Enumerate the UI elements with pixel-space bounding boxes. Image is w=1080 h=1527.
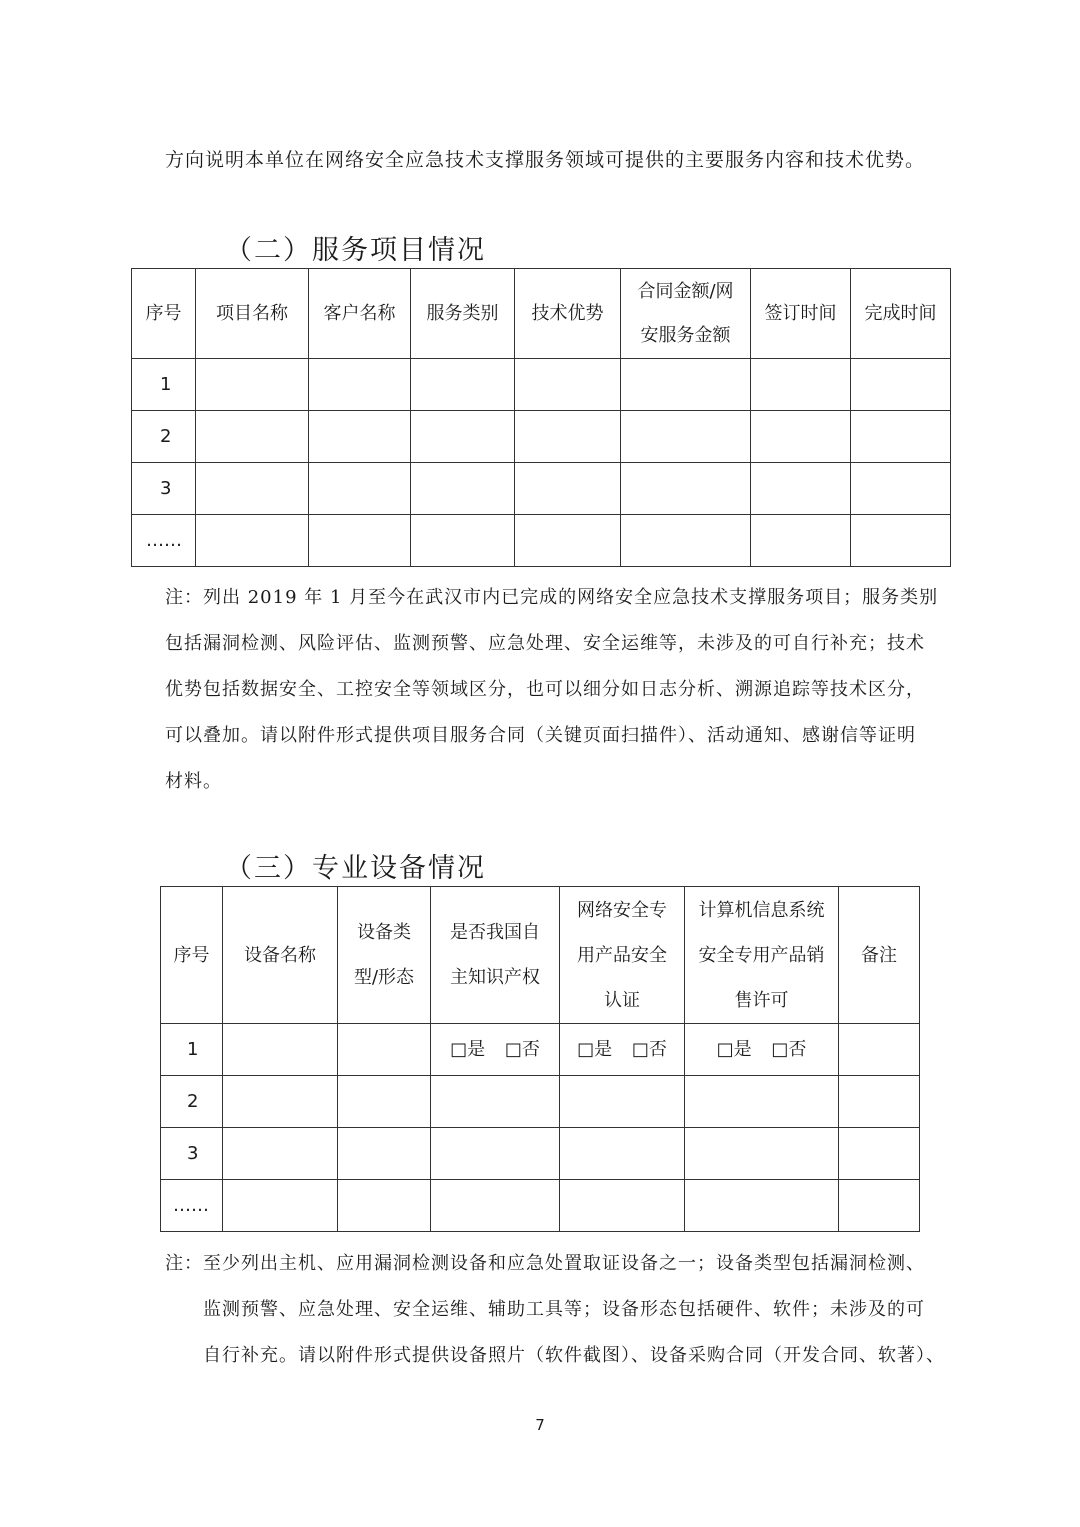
- note-line: 优势包括数据安全、工控安全等领域区分，也可以细分如日志分析、溯源追踪等技术区分，: [165, 679, 925, 700]
- checkbox-yes[interactable]: □是: [450, 1039, 486, 1060]
- header-cell: 技术优势: [515, 269, 621, 359]
- row-number: 3: [161, 1128, 223, 1180]
- header-line: 售许可: [734, 989, 789, 1011]
- table-row: [161, 1128, 920, 1180]
- intro-paragraph: 方向说明本单位在网络安全应急技术支撑服务领域可提供的主要服务内容和技术优势。: [165, 149, 926, 171]
- note-line: 包括漏洞检测、风险评估、监测预警、应急处理、安全运维等，未涉及的可自行补充；技术: [165, 633, 925, 654]
- checkbox-no[interactable]: □否: [504, 1039, 540, 1060]
- row-number: 3: [132, 463, 196, 515]
- table-row: [132, 359, 951, 411]
- table-row: [161, 1024, 920, 1076]
- header-line: 网络安全专: [577, 899, 667, 921]
- table-row: [132, 411, 951, 463]
- header-line: 型/形态: [353, 967, 415, 988]
- note-line: 自行补充。请以附件形式提供设备照片（软件截图）、设备采购合同（开发合同、软著）、: [203, 1345, 945, 1366]
- checkbox-yes[interactable]: □是: [716, 1039, 752, 1060]
- note-line: 材料。: [165, 771, 222, 792]
- checkbox-yes[interactable]: □是: [577, 1039, 613, 1060]
- row-number: 2: [161, 1076, 223, 1128]
- equipment-table: [160, 886, 920, 1232]
- table-row: [132, 463, 951, 515]
- header-line: 主知识产权: [450, 967, 540, 988]
- checkbox-no[interactable]: □否: [631, 1039, 667, 1060]
- header-line: 计算机信息系统: [698, 899, 825, 921]
- row-number: 1: [132, 359, 196, 411]
- license-checkbox-group: [685, 1024, 839, 1076]
- header-cell: 项目名称: [196, 269, 309, 359]
- header-cell: 序号: [161, 887, 223, 1024]
- header-cell: 备注: [839, 887, 920, 1024]
- header-line: 安全专用产品销: [698, 944, 825, 966]
- header-cell-ip: [431, 887, 560, 1024]
- note-line: 注：至少列出主机、应用漏洞检测设备和应急处置取证设备之一；设备类型包括漏洞检测、: [165, 1253, 925, 1274]
- section2-heading: （二）服务项目情况: [225, 235, 486, 266]
- header-line: 合同金额/网: [637, 280, 734, 302]
- table-header-row: [161, 887, 920, 1024]
- cert-checkbox-group: [560, 1024, 685, 1076]
- section3-note: [165, 1241, 945, 1379]
- header-cell-type: [338, 887, 431, 1024]
- service-projects-table: [131, 268, 951, 567]
- header-cell: 客户名称: [309, 269, 411, 359]
- header-line: 设备类: [357, 922, 411, 943]
- row-number: ……: [132, 515, 196, 567]
- table-row: [161, 1076, 920, 1128]
- header-line: 用产品安全: [577, 944, 667, 966]
- table-row: [132, 515, 951, 567]
- header-cell-cert: [560, 887, 685, 1024]
- section3-heading: （三）专业设备情况: [225, 853, 486, 884]
- note-line: 监测预警、应急处理、安全运维、辅助工具等；设备形态包括硬件、软件；未涉及的可: [203, 1299, 925, 1320]
- header-line: 安服务金额: [640, 324, 731, 346]
- note-line: 可以叠加。请以附件形式提供项目服务合同（关键页面扫描件）、活动通知、感谢信等证明: [165, 725, 916, 746]
- note-line: 注：列出 2019 年 1 月至今在武汉市内已完成的网络安全应急技术支撑服务项目；服务类别: [165, 587, 939, 608]
- header-cell: 完成时间: [851, 269, 951, 359]
- header-cell-license: [685, 887, 839, 1024]
- row-number: 1: [161, 1024, 223, 1076]
- row-number: 2: [132, 411, 196, 463]
- header-cell: 服务类别: [411, 269, 515, 359]
- page-number: 7: [535, 1416, 545, 1434]
- table-header-row: [132, 269, 951, 359]
- table-row: [161, 1180, 920, 1232]
- header-cell: 签订时间: [751, 269, 851, 359]
- header-cell: 序号: [132, 269, 196, 359]
- header-line: 认证: [604, 989, 640, 1011]
- row-number: ……: [161, 1180, 223, 1232]
- header-line: 是否我国自: [450, 922, 540, 943]
- header-cell: 设备名称: [223, 887, 338, 1024]
- checkbox-no[interactable]: □否: [771, 1039, 807, 1060]
- section2-note: [165, 575, 938, 805]
- header-cell-amount: [621, 269, 751, 359]
- ip-checkbox-group: [431, 1024, 560, 1076]
